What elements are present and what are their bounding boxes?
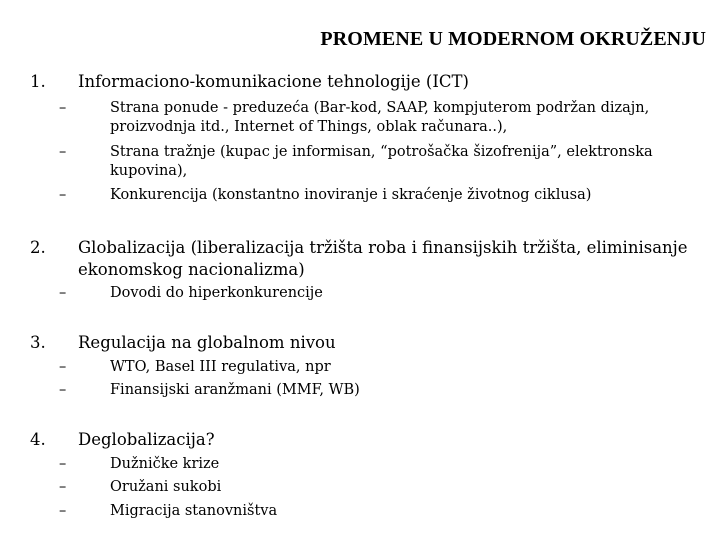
- dash-bullet-icon: –: [59, 456, 67, 472]
- sub-item-text: Strana ponude - preduzeća (Bar-kod, SAAP, kompjuterom podržan dizajn, proizvodnja itd., Internet of Things, oblak računara..),: [110, 100, 650, 135]
- sub-item-text: Konkurencija (konstantno inoviranje i skraćenje životnog ciklusa): [110, 187, 592, 203]
- slide-title: PROMENE U MODERNOM OKRUŽENJU: [320, 28, 706, 50]
- item-number: 2.: [30, 238, 46, 257]
- sub-item-text: Dovodi do hiperkonkurencije: [110, 285, 323, 301]
- sub-item-text: Oružani sukobi: [110, 479, 222, 495]
- dash-bullet-icon: –: [59, 100, 67, 116]
- dash-bullet-icon: –: [59, 382, 67, 398]
- item-number: 3.: [30, 333, 46, 352]
- item-text: Globalizacija (liberalizacija tržišta roba i finansijskih tržišta, eliminisanje ekonomskog nacionalizma): [78, 238, 688, 279]
- dash-bullet-icon: –: [59, 285, 67, 301]
- dash-bullet-icon: –: [59, 503, 67, 519]
- item-number: 4.: [30, 430, 46, 449]
- dash-bullet-icon: –: [59, 479, 67, 495]
- sub-item-text: WTO, Basel III regulativa, npr: [110, 359, 331, 375]
- sub-item-text: Migracija stanovništva: [110, 503, 278, 519]
- item-text: Regulacija na globalnom nivou: [78, 333, 336, 352]
- item-text: Deglobalizacija?: [78, 430, 215, 449]
- dash-bullet-icon: –: [59, 144, 67, 160]
- sub-item-text: Strana tražnje (kupac je informisan, “potrošačka šizofrenija”, elektronska kupovina),: [110, 144, 653, 179]
- sub-item-text: Dužničke krize: [110, 456, 220, 472]
- dash-bullet-icon: –: [59, 187, 67, 203]
- dash-bullet-icon: –: [59, 359, 67, 375]
- item-number: 1.: [30, 72, 46, 91]
- item-text: Informaciono-komunikacione tehnologije (ICT): [78, 72, 469, 91]
- sub-item-text: Finansijski aranžmani (MMF, WB): [110, 382, 360, 398]
